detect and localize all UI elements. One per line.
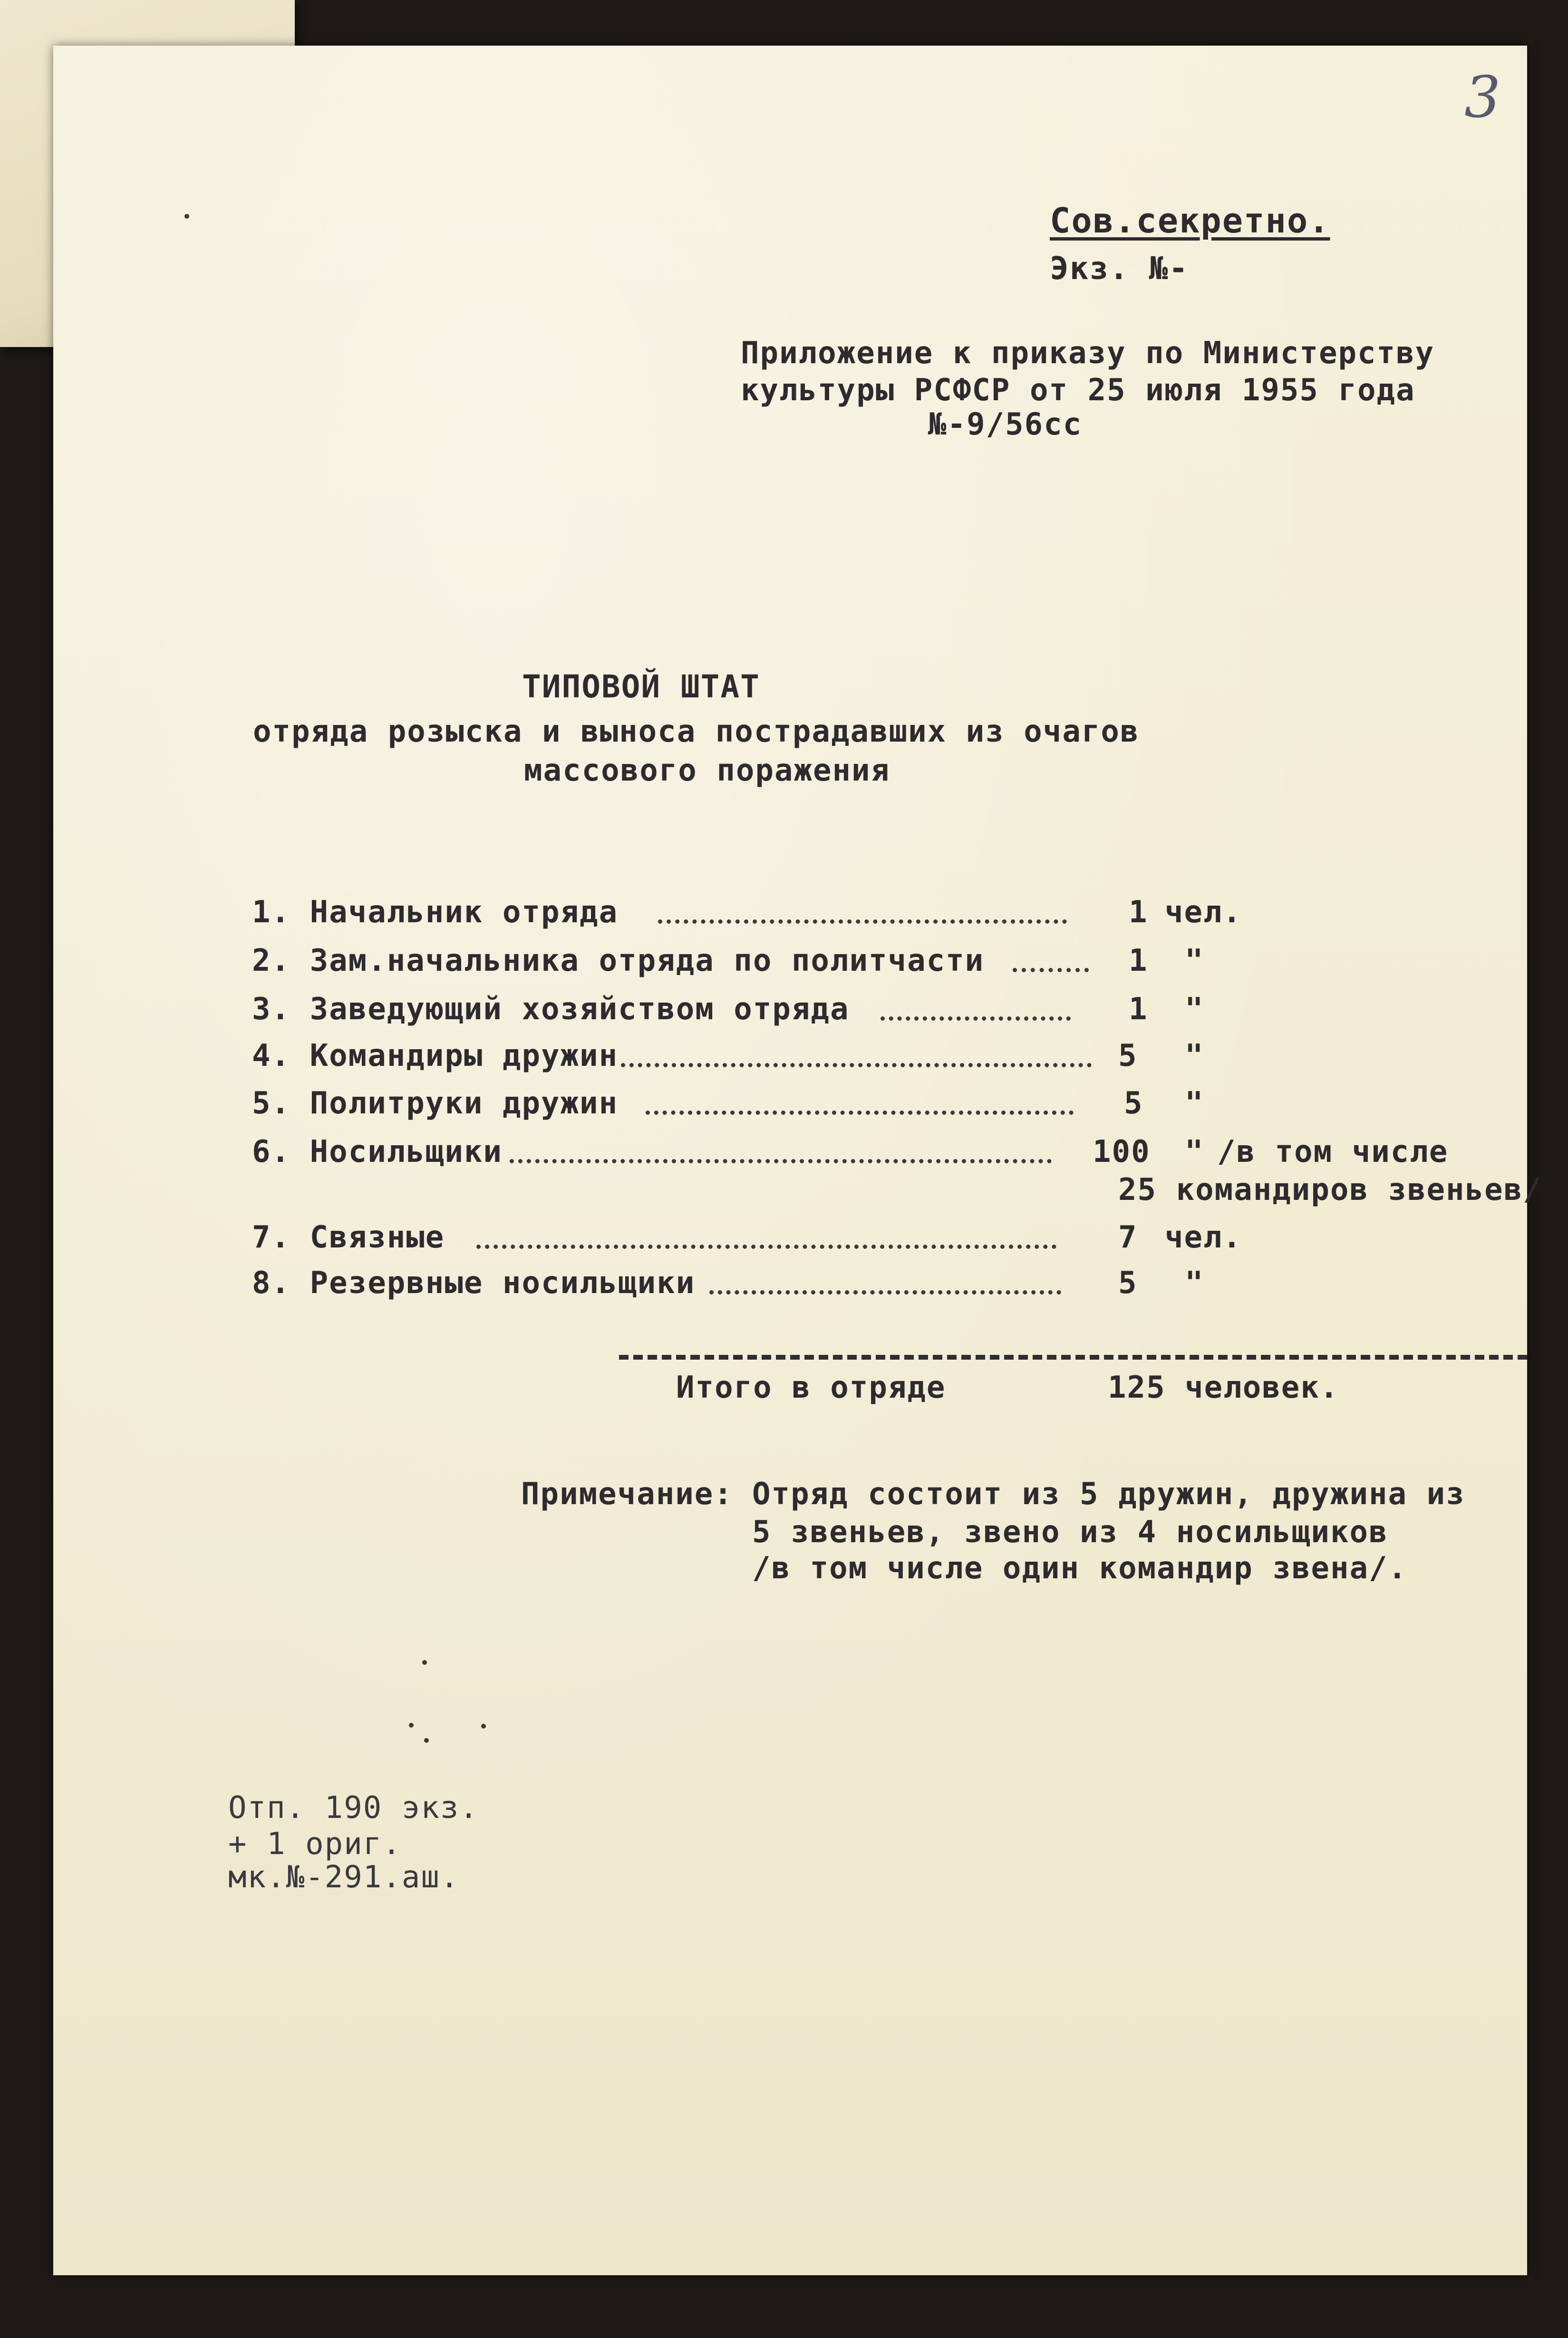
total-label: Итого в отряде <box>676 1370 946 1405</box>
leader-dots <box>1013 968 1089 972</box>
appendix-order-number: №-9/56сс <box>928 407 1083 442</box>
leader-dots <box>709 1290 1061 1295</box>
staff-note: /в том числе <box>1217 1134 1449 1169</box>
leader-dots <box>510 1159 1052 1163</box>
leader-dots <box>621 1063 1092 1067</box>
distribution-line-2: + 1 ориг. <box>228 1826 402 1862</box>
title-line-2: массового поражения <box>524 753 890 788</box>
document-page <box>53 46 1542 2275</box>
paper-speck <box>481 1724 486 1729</box>
title-heading: ТИПОВОЙ ШТАТ <box>522 668 760 705</box>
staff-label: 7. Связные <box>252 1220 445 1255</box>
staff-unit: " <box>1185 992 1204 1027</box>
staff-unit: " <box>1185 943 1204 978</box>
paper-speck <box>184 214 189 219</box>
staff-label: 6. Носильщики <box>252 1134 503 1169</box>
paper-speck <box>422 1660 427 1665</box>
staff-label: 8. Резервные носильщики <box>252 1266 696 1301</box>
paper-speck <box>424 1738 429 1743</box>
staff-unit: " <box>1185 1266 1204 1301</box>
staff-unit: " <box>1185 1086 1204 1121</box>
note-label: Примечание: <box>521 1477 733 1512</box>
note-line-1: Отряд состоит из 5 дружин, дружина из <box>752 1477 1465 1512</box>
staff-unit: " <box>1185 1038 1204 1073</box>
distribution-line-3: мк.№-291.аш. <box>228 1860 460 1895</box>
page-number: 3 <box>1464 65 1501 131</box>
staff-unit: " <box>1185 1134 1204 1169</box>
staff-unit: чел. <box>1165 895 1242 930</box>
appendix-line-2: культуры РСФСР от 25 июля 1955 года <box>741 373 1415 408</box>
staff-label: 3. Заведующий хозяйством отряда <box>252 992 850 1027</box>
staff-unit: чел. <box>1165 1220 1242 1255</box>
leader-dots <box>476 1245 1056 1249</box>
distribution-line-1: Отп. 190 экз. <box>228 1790 479 1826</box>
classification-stamp: Сов.секретно. <box>1050 201 1330 241</box>
staff-note-continued: 25 командиров звеньев/ <box>1118 1172 1542 1208</box>
leader-dots <box>881 1016 1071 1021</box>
staff-label: 4. Командиры дружин <box>252 1038 619 1073</box>
copy-number: Экз. №- <box>1050 250 1189 287</box>
staff-count: 1 <box>1129 992 1148 1027</box>
staff-count: 100 <box>1093 1134 1151 1169</box>
staff-label: 2. Зам.начальника отряда по политчасти <box>252 943 985 978</box>
staff-count: 5 <box>1118 1038 1138 1073</box>
total-value: 125 человек. <box>1108 1370 1339 1405</box>
title-line-1: отряда розыска и выноса пострадавших из очагов <box>253 714 1140 749</box>
leader-dots <box>658 919 1067 924</box>
leader-dots <box>646 1111 1074 1115</box>
staff-count: 7 <box>1118 1220 1138 1255</box>
staff-label: 1. Начальник отряда <box>252 895 619 930</box>
staff-count: 1 <box>1129 895 1148 930</box>
staff-count: 5 <box>1124 1086 1143 1121</box>
total-separator-line <box>619 1355 1527 1360</box>
paper-speck <box>409 1723 414 1728</box>
note-line-3: /в том числе один командир звена/. <box>752 1551 1408 1586</box>
staff-count: 5 <box>1118 1266 1138 1301</box>
staff-label: 5. Политруки дружин <box>252 1086 619 1121</box>
note-line-2: 5 звеньев, звено из 4 носильщиков <box>752 1515 1388 1550</box>
staff-count: 1 <box>1129 943 1148 978</box>
appendix-line-1: Приложение к приказу по Министерству <box>741 336 1435 371</box>
